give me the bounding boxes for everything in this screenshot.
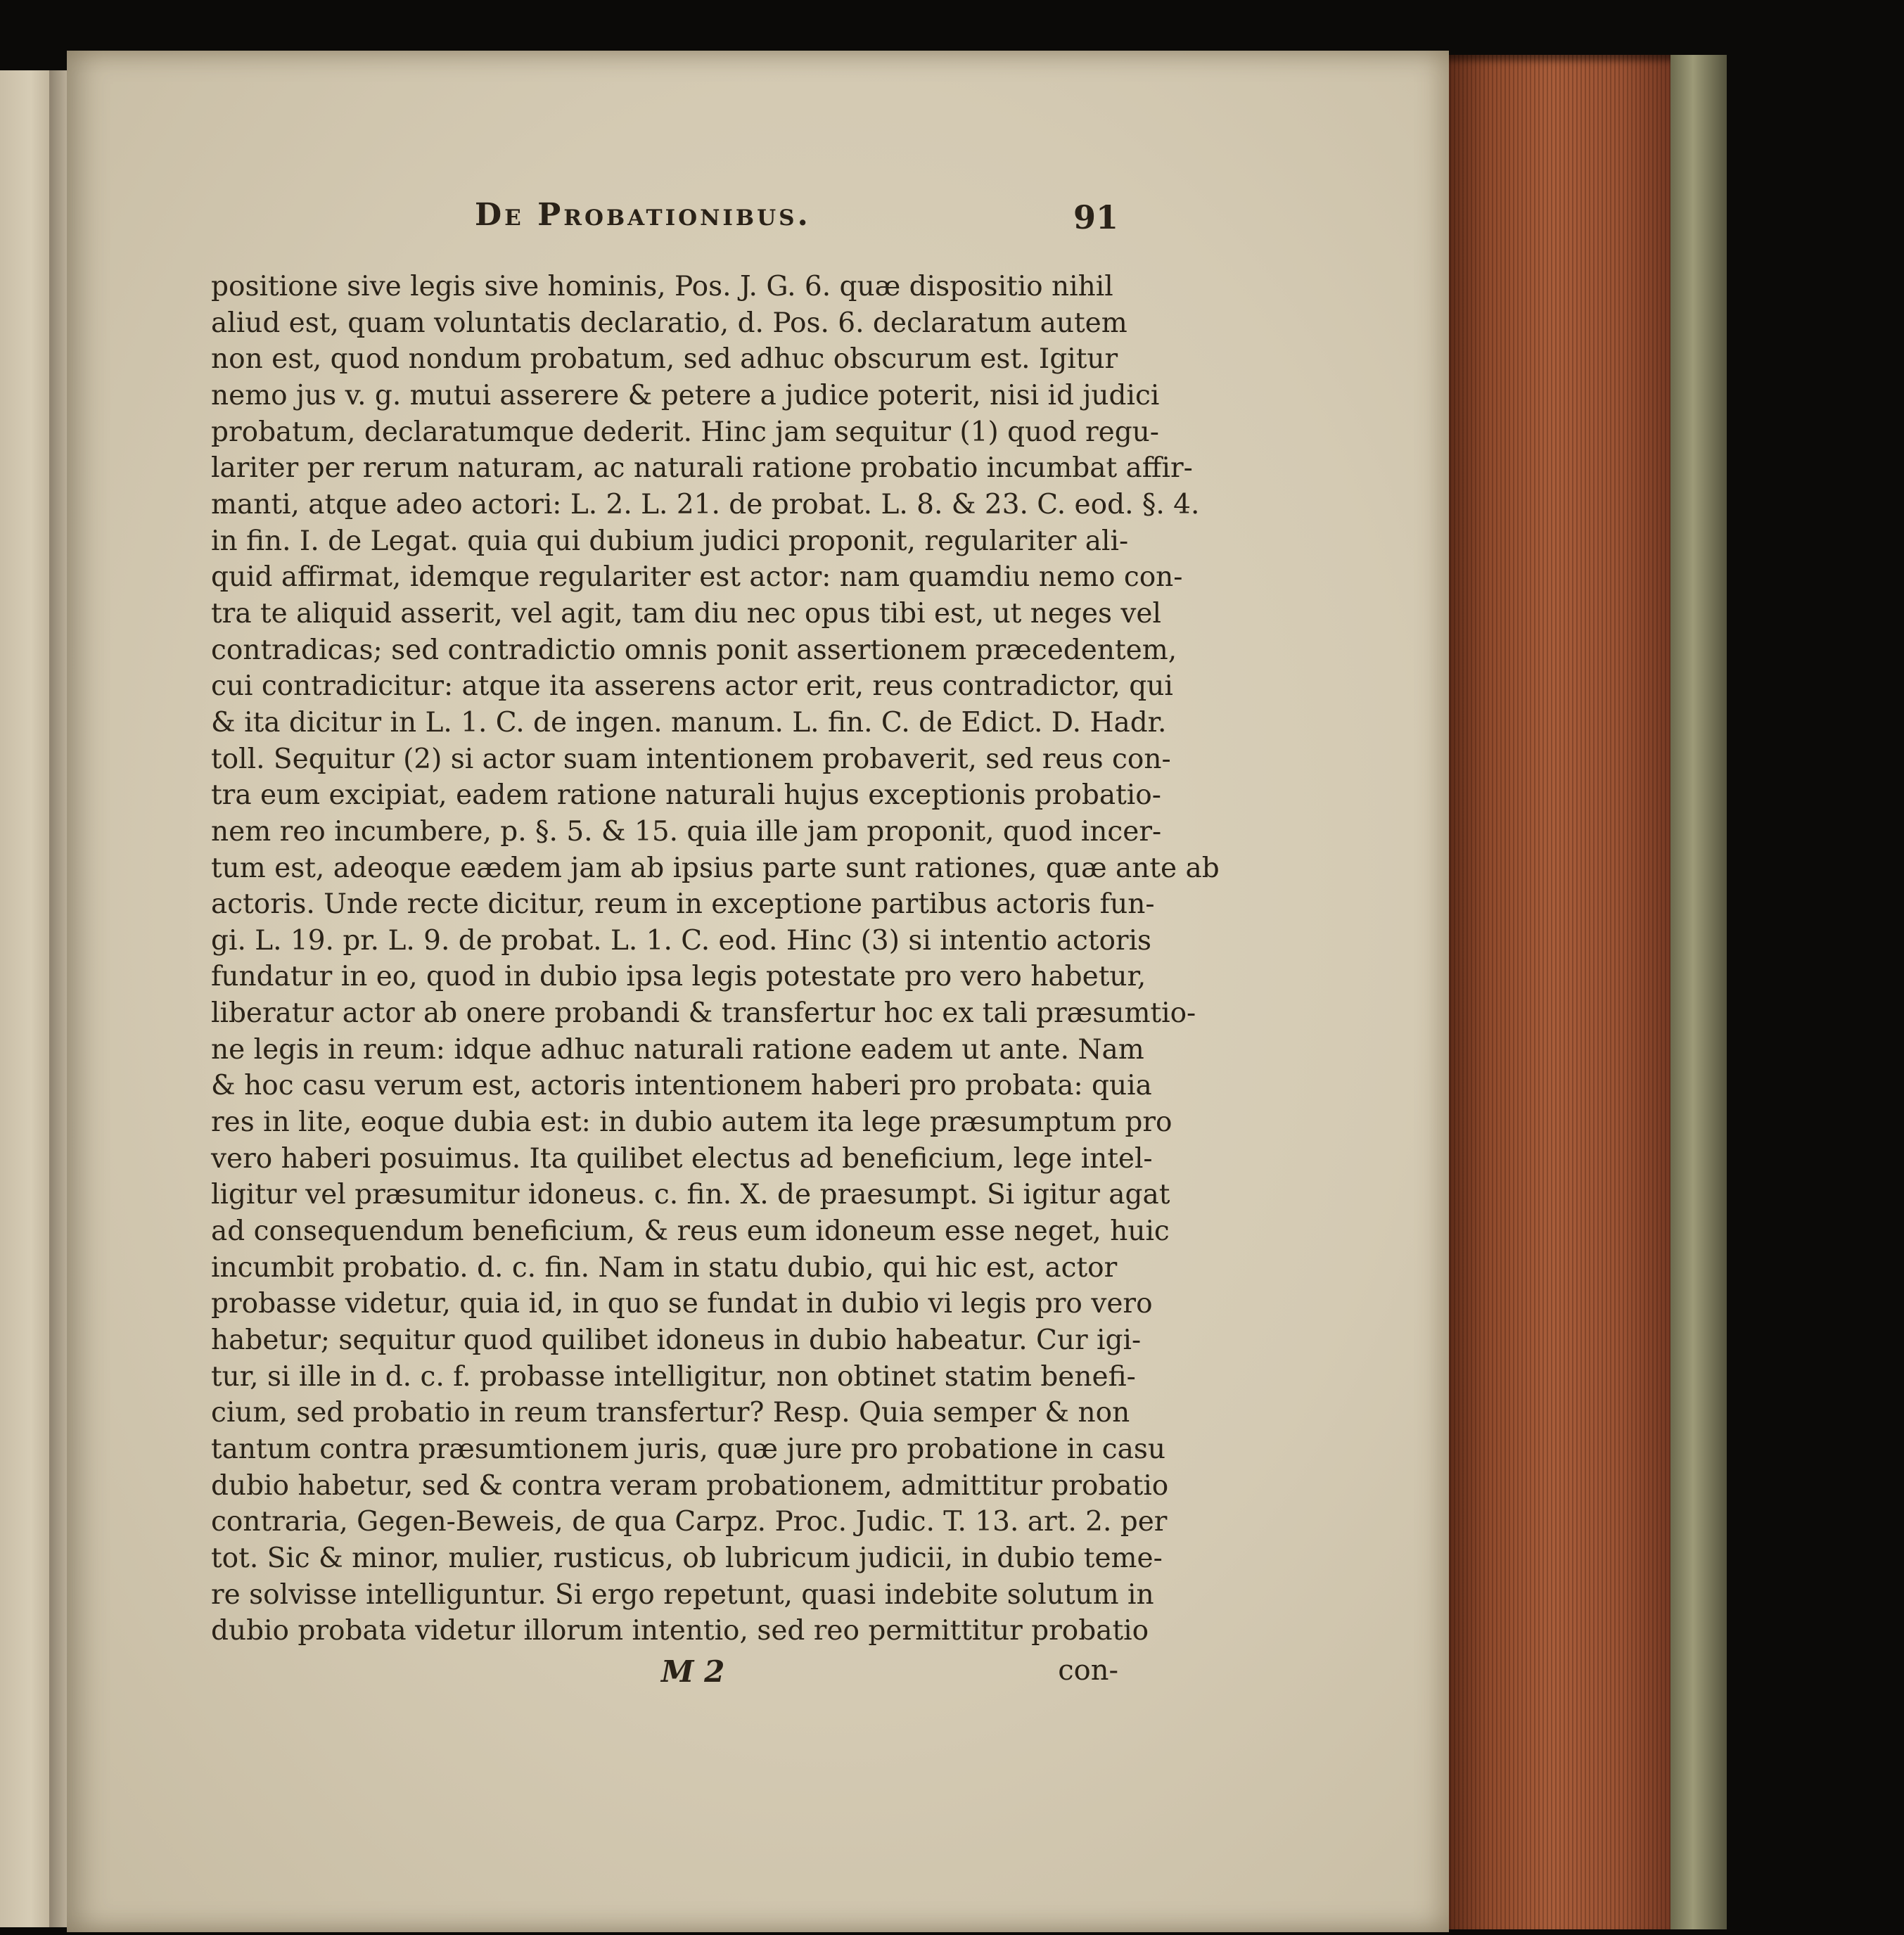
text-line: incumbit probatio. d. c. fin. Nam in statu dubio, qui hic est, actor (211, 1251, 1118, 1284)
text-line: re solvisse intelliguntur. Si ergo repetunt, quasi indebite solutum in (211, 1578, 1154, 1611)
page-footer (211, 1654, 1118, 1697)
book-cover-edge (1670, 55, 1727, 1929)
text-line: ad consequendum beneficium, & reus eum idoneum esse neget, huic (211, 1215, 1170, 1248)
page-block-edge (1445, 55, 1681, 1929)
text-line: tot. Sic & minor, mulier, rusticus, ob lubricum judicii, in dubio teme- (211, 1542, 1163, 1574)
text-line: aliud est, quam voluntatis declaratio, d. Pos. 6. declaratum autem (211, 307, 1127, 339)
page-header (211, 197, 1118, 239)
text-line: lariter per rerum naturam, ac naturali ratione probatio incumbat affir- (211, 452, 1193, 485)
text-line: dubio probata videtur illorum intentio, sed reo permittitur probatio (211, 1615, 1149, 1647)
text-line: fundatur in eo, quod in dubio ipsa legis potestate pro vero habetur, (211, 961, 1146, 993)
page-body-text (211, 269, 1220, 1649)
text-line: contradicas; sed contradictio omnis ponit assertionem præcedentem, (211, 634, 1177, 666)
text-line: liberatur actor ab onere probandi & transfertur hoc ex tali præsumtio- (211, 997, 1196, 1030)
text-line: tur, si ille in d. c. f. probasse intelligitur, non obtinet statim benefi- (211, 1360, 1136, 1393)
text-line: res in lite, eoque dubia est: in dubio autem ita lege præsumptum pro (211, 1106, 1173, 1139)
signature-mark: M 2 (661, 1654, 725, 1689)
text-line: tra te aliquid asserit, vel agit, tam diu nec opus tibi est, ut neges vel (211, 597, 1161, 630)
text-line: actoris. Unde recte dicitur, reum in exceptione partibus actoris fun- (211, 888, 1155, 921)
text-line: nemo jus v. g. mutui asserere & petere a judice poterit, nisi id judici (211, 379, 1160, 411)
text-line: habetur; sequitur quod quilibet idoneus in dubio habeatur. Cur igi- (211, 1324, 1142, 1357)
text-line: positione sive legis sive hominis, Pos. J. G. 6. quæ dispositio nihil (211, 271, 1113, 302)
text-line: toll. Sequitur (2) si actor suam intentionem probaverit, sed reus con- (211, 743, 1171, 775)
page-number: 91 (1073, 198, 1118, 236)
text-line: cui contradicitur: atque ita asserens actor erit, reus contradictor, qui (211, 670, 1173, 703)
facing-page-edge (0, 70, 56, 1927)
text-line: & ita dicitur in L. 1. C. de ingen. manum. L. fin. C. de Edict. D. Hadr. (211, 706, 1167, 739)
text-line: tra eum excipiat, eadem ratione naturali hujus exceptionis probatio- (211, 779, 1161, 812)
text-line: contraria, Gegen-Beweis, de qua Carpz. Proc. Judic. T. 13. art. 2. per (211, 1506, 1168, 1538)
text-line: vero haberi posuimus. Ita quilibet electus ad beneficium, lege intel- (211, 1142, 1153, 1175)
text-line: tum est, adeoque eædem jam ab ipsius parte sunt rationes, quæ ante ab (211, 852, 1220, 884)
text-line: probatum, declaratumque dederit. Hinc jam sequitur (1) quod regu- (211, 416, 1159, 448)
text-line: non est, quod nondum probatum, sed adhuc obscurum est. Igitur (211, 343, 1118, 376)
running-title: De Probationibus. (475, 197, 811, 233)
text-line: tantum contra præsumtionem juris, quæ jure pro probatione in casu (211, 1433, 1166, 1465)
text-line: cium, sed probatio in reum transfertur? Resp. Quia semper & non (211, 1397, 1130, 1429)
text-line: ligitur vel præsumitur idoneus. c. fin. X. de praesumpt. Si igitur agat (211, 1179, 1170, 1211)
text-line: ne legis in reum: idque adhuc naturali ratione eadem ut ante. Nam (211, 1033, 1144, 1066)
text-line: gi. L. 19. pr. L. 9. de probat. L. 1. C. eod. Hinc (3) si intentio actoris (211, 924, 1152, 957)
text-line: dubio habetur, sed & contra veram probationem, admittitur probatio (211, 1469, 1169, 1502)
text-line: quid affirmat, idemque regulariter est actor: nam quamdiu nemo con- (211, 561, 1183, 594)
text-line: in fin. I. de Legat. quia qui dubium judici proponit, regulariter ali- (211, 525, 1129, 557)
catchword: con- (1058, 1654, 1118, 1687)
text-line: & hoc casu verum est, actoris intentionem haberi pro probata: quia (211, 1070, 1152, 1102)
text-line: manti, atque adeo actori: L. 2. L. 21. de probat. L. 8. & 23. C. eod. §. 4. (211, 488, 1200, 521)
text-line: probasse videtur, quia id, in quo se fundat in dubio vi legis pro vero (211, 1288, 1153, 1320)
text-line: nem reo incumbere, p. §. 5. & 15. quia ille jam proponit, quod incer- (211, 815, 1162, 848)
